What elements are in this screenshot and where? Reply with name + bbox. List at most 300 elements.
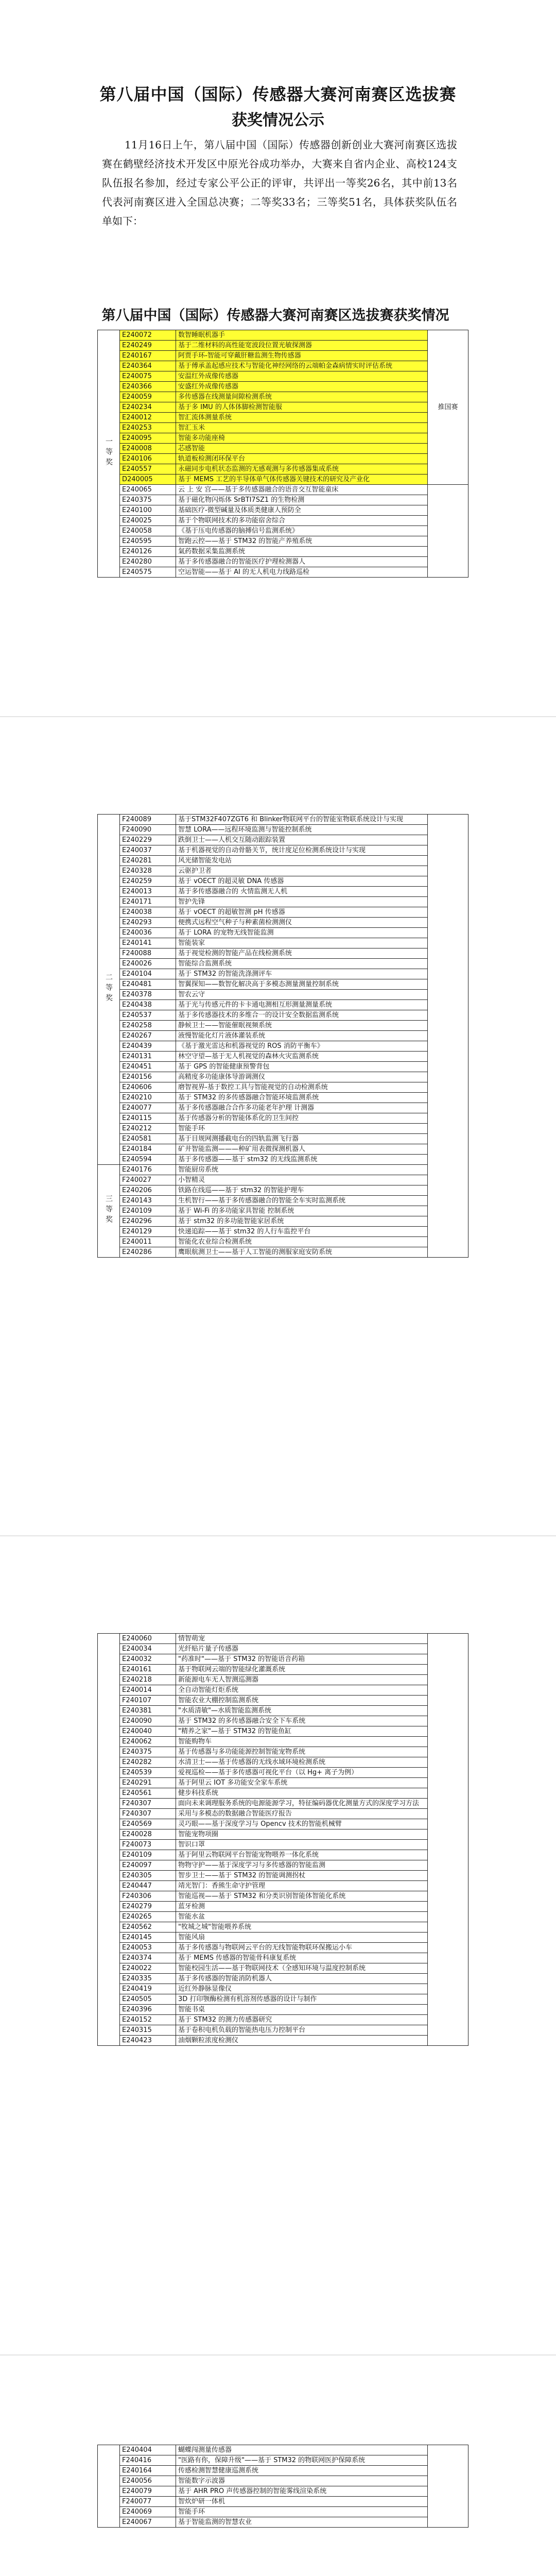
remark-cell xyxy=(428,485,468,578)
team-id: E240109 xyxy=(120,1206,176,1216)
table-row xyxy=(98,1072,468,1082)
table-row xyxy=(98,516,468,526)
project-name: "精养之家"—基于 STM32 的智能鱼缸 xyxy=(176,1726,428,1737)
team-id: E240335 xyxy=(120,1974,176,1984)
table-row xyxy=(98,1840,468,1850)
table-row xyxy=(98,2497,468,2507)
team-id: E240280 xyxy=(120,557,176,567)
table-row xyxy=(98,2036,468,2046)
page-separator xyxy=(0,716,556,717)
project-name: 基于磁化物闪烁体 SrBTI7SZ1 的生物检测 xyxy=(176,495,428,505)
project-name: 基于 MEMS 工艺的半导体单气体传感器关键技术的研究及产业化 xyxy=(176,474,428,485)
remark-cell xyxy=(428,2445,468,2528)
project-name: 智炊炉研一体机 xyxy=(176,2497,428,2507)
team-id: F240088 xyxy=(120,948,176,959)
award-table xyxy=(97,330,468,578)
table-row xyxy=(98,330,468,341)
table-row xyxy=(98,1706,468,1716)
team-id: F240107 xyxy=(120,1696,176,1706)
team-id: E240229 xyxy=(120,835,176,845)
team-id: E240011 xyxy=(120,1237,176,1247)
team-id: E240097 xyxy=(120,1860,176,1871)
team-id: E240557 xyxy=(120,464,176,474)
table-row xyxy=(98,371,468,382)
project-name: 基于多 IMU 的人体体脚检测智能服 xyxy=(176,402,428,413)
table-row xyxy=(98,1113,468,1124)
project-name: 基于 Wi-Fi 的多功能家具智能 控制系统 xyxy=(176,1206,428,1216)
project-name: 智能化农业综合检测系统 xyxy=(176,1237,428,1247)
project-name: 基于 stm32 的多功能智能家居系统 xyxy=(176,1216,428,1227)
document-subtitle: 获奖情况公示 xyxy=(232,111,324,129)
team-id: E240104 xyxy=(120,969,176,979)
team-id: E240279 xyxy=(120,1902,176,1912)
team-id: E240249 xyxy=(120,341,176,351)
team-id: F240077 xyxy=(120,2497,176,2507)
team-id: E240115 xyxy=(120,1113,176,1124)
project-name: 基于 vOECT 的超灵敏 DNA 传感器 xyxy=(176,876,428,887)
table-row xyxy=(98,928,468,938)
team-id: E240034 xyxy=(120,1644,176,1654)
team-id: E240569 xyxy=(120,1819,176,1829)
table-row xyxy=(98,969,468,979)
award-table xyxy=(97,1633,468,2046)
table-row xyxy=(98,1685,468,1696)
project-name: 智能巡视——基于 STM32 和分类识别智能体智能化系统 xyxy=(176,1891,428,1902)
project-name: 基于 STM32 的智能洗涤测评车 xyxy=(176,969,428,979)
table-row xyxy=(98,948,468,959)
table-row xyxy=(98,413,468,423)
table-row xyxy=(98,1912,468,1922)
project-name: 基础医疗-微型碱量及体质类健康人预防全 xyxy=(176,505,428,516)
project-name: 铁路在线巡——基于 stm32 的智能护理车 xyxy=(176,1185,428,1196)
table-row xyxy=(98,815,468,825)
project-name: 空运智能——基于 AI 的无人机电力线路巡检 xyxy=(176,567,428,578)
team-id: F240307 xyxy=(120,1809,176,1819)
table-row xyxy=(98,1000,468,1010)
table-row xyxy=(98,1093,468,1103)
page-separator xyxy=(0,1535,556,1536)
project-name: 基于 STM32 的多传感器融合智能环境监测系统 xyxy=(176,1093,428,1103)
project-name: 智护先锋 xyxy=(176,897,428,907)
team-id: E240171 xyxy=(120,897,176,907)
team-id: E240404 xyxy=(120,2445,176,2455)
award-table xyxy=(97,814,468,1258)
team-id: E240065 xyxy=(120,485,176,495)
table-row xyxy=(98,1809,468,1819)
team-id: E240028 xyxy=(120,1829,176,1840)
team-id: E240267 xyxy=(120,1031,176,1041)
table-row xyxy=(98,1860,468,1871)
project-name: 基于机器视觉的自动骨骼关节，统计度足位检测系统设计与实现 xyxy=(176,845,428,856)
team-id: E240381 xyxy=(120,1706,176,1716)
team-id: E240305 xyxy=(120,1871,176,1881)
team-id: E240212 xyxy=(120,1124,176,1134)
document-title: 第八届中国（国际）传感器大赛河南赛区选拔赛 xyxy=(99,84,457,104)
table-row xyxy=(98,1216,468,1227)
table-row xyxy=(98,1634,468,1644)
table-row xyxy=(98,1031,468,1041)
team-id: E240505 xyxy=(120,1994,176,2005)
table-row xyxy=(98,1185,468,1196)
table-row xyxy=(98,2507,468,2517)
project-name: 基于阿里云 IOT 多功能安全家车系统 xyxy=(176,1778,428,1788)
table-row xyxy=(98,2455,468,2466)
table-row xyxy=(98,2015,468,2025)
project-name: 便携式远程空气种子与种素菌检测测仪 xyxy=(176,918,428,928)
team-id: E240022 xyxy=(120,1963,176,1974)
team-id: E240375 xyxy=(120,1747,176,1757)
table-row xyxy=(98,1196,468,1206)
team-id: E240375 xyxy=(120,495,176,505)
team-id: E240594 xyxy=(120,1155,176,1165)
project-name: 智翼探知——数智化解决高于多模态测量测量控制系统 xyxy=(176,979,428,990)
project-name: 基于传感器与多功能能源控制智能宠物系统 xyxy=(176,1747,428,1757)
team-id: E240059 xyxy=(120,392,176,402)
team-id: E240008 xyxy=(120,444,176,454)
team-id: E240143 xyxy=(120,1196,176,1206)
team-id: E240537 xyxy=(120,1010,176,1021)
project-name: "药准时"——基于 STM32 的智能语音药箱 xyxy=(176,1654,428,1665)
table-row xyxy=(98,2466,468,2476)
project-name: 基于多传感器融合合作多功能老年护理 计测器 xyxy=(176,1103,428,1113)
project-name: "水质清敏"—水质智能监测系统 xyxy=(176,1706,428,1716)
team-id: E240037 xyxy=(120,845,176,856)
table-row xyxy=(98,1206,468,1216)
team-id: E240258 xyxy=(120,1021,176,1031)
table-row xyxy=(98,2486,468,2497)
table-row xyxy=(98,1247,468,1258)
table-row xyxy=(98,454,468,464)
table-row xyxy=(98,1974,468,1984)
table-row xyxy=(98,1850,468,1860)
project-name: 基于 GPS 的智能健康预警背包 xyxy=(176,1062,428,1072)
table-row xyxy=(98,1010,468,1021)
table-row xyxy=(98,1062,468,1072)
team-id: E240315 xyxy=(120,2025,176,2036)
table-row xyxy=(98,1757,468,1768)
project-name: 基于多传感器融合的 火情监测无人机 xyxy=(176,887,428,897)
table-row xyxy=(98,897,468,907)
project-name: 磨智视界-基于数控工具与智能视觉的自动检测系统 xyxy=(176,1082,428,1093)
project-name: 基于多传感器技术的多维合一的设计安全数据监测系统 xyxy=(176,1010,428,1021)
table-row xyxy=(98,1124,468,1134)
project-name: 云 上 安 宫——基于多传感器融合的语音交互智能童床 xyxy=(176,485,428,495)
table-row xyxy=(98,1891,468,1902)
project-name: 智能装家 xyxy=(176,938,428,948)
team-id: D240005 xyxy=(120,474,176,485)
project-name: 基于光与传感元件的卡卡通电测相互形测量测量系统 xyxy=(176,1000,428,1010)
team-id: E240060 xyxy=(120,1634,176,1644)
table-row xyxy=(98,1082,468,1093)
table-row xyxy=(98,1644,468,1654)
project-name: 云驱护卫者 xyxy=(176,866,428,876)
project-name: 林空守望—基于无人机视觉的森林火灾监测系统 xyxy=(176,1052,428,1062)
project-name: 爱视巡检——基于多传感器可视化平台（以 Hg+ 离子为例） xyxy=(176,1768,428,1778)
table-row xyxy=(98,1165,468,1175)
project-name: 基于傅承盖起感应技术与智能化神经网络的云端帕金森病情实时评估系统 xyxy=(176,361,428,371)
team-id: E240012 xyxy=(120,413,176,423)
project-name: "牧城之城"智能喂养系统 xyxy=(176,1922,428,1933)
team-id: E240374 xyxy=(120,1953,176,1963)
team-id: E240595 xyxy=(120,536,176,547)
project-name: 矿井智能监测———种矿用表微探测机器人 xyxy=(176,1144,428,1155)
table-row xyxy=(98,1237,468,1247)
table-row xyxy=(98,1747,468,1757)
table-row xyxy=(98,2517,468,2528)
table-row xyxy=(98,1654,468,1665)
project-name: 水清卫士——基于传感器的无线水域环境检测系统 xyxy=(176,1757,428,1768)
team-id: E240095 xyxy=(120,433,176,444)
team-id: E240364 xyxy=(120,361,176,371)
table-row xyxy=(98,1227,468,1237)
project-name: 基于物联网云端的智能绿化灌溉系统 xyxy=(176,1665,428,1675)
team-id: E240539 xyxy=(120,1768,176,1778)
table-row xyxy=(98,2005,468,2015)
team-id: E240282 xyxy=(120,1757,176,1768)
project-name: 基于二维材料的高性能宽波段位置光敏探测器 xyxy=(176,341,428,351)
project-name: 基于 STM32 的测力传感器研究 xyxy=(176,2015,428,2025)
project-name: 基于多传感器融合的智能医疗护理检测器人 xyxy=(176,557,428,567)
project-name: 基于个物联网技术的多功能宿舍综合 xyxy=(176,516,428,526)
table-row xyxy=(98,464,468,474)
project-name: 采用与多模态的数据融合智能医疗报告 xyxy=(176,1809,428,1819)
table-row xyxy=(98,402,468,413)
table-row xyxy=(98,938,468,948)
project-name: 3D 打印颚酶检测有机溶剂传感器的设计与制作 xyxy=(176,1994,428,2005)
table-row xyxy=(98,1675,468,1685)
team-id: E240053 xyxy=(120,1943,176,1953)
team-id: E240131 xyxy=(120,1052,176,1062)
project-name: 智农云守 xyxy=(176,990,428,1000)
team-id: E240328 xyxy=(120,866,176,876)
project-name: 健步科技系统 xyxy=(176,1788,428,1799)
project-name: 智能书桌 xyxy=(176,2005,428,2015)
team-id: E240067 xyxy=(120,2517,176,2528)
project-name: 靖光智门：香熊生命守护管理 xyxy=(176,1881,428,1891)
team-id: E240176 xyxy=(120,1165,176,1175)
project-name: 油烟颗粒浓度检测仪 xyxy=(176,2036,428,2046)
table-row xyxy=(98,1902,468,1912)
table-row xyxy=(98,485,468,495)
table-row xyxy=(98,845,468,856)
table-row xyxy=(98,1737,468,1747)
project-name: 智跑云控——基于 STM32 的智能产养殖系统 xyxy=(176,536,428,547)
team-id: E240090 xyxy=(120,1716,176,1726)
project-name: 小智精灵 xyxy=(176,1175,428,1185)
project-name: 基于卷积电机负载的智能热电压力控制平台 xyxy=(176,2025,428,2036)
table-row xyxy=(98,835,468,845)
table-row xyxy=(98,474,468,485)
team-id: E240206 xyxy=(120,1185,176,1196)
project-name: 鹰眼航测卫士——基于人工智能的测服家庭安防系统 xyxy=(176,1247,428,1258)
team-id: F240027 xyxy=(120,1175,176,1185)
project-name: "医路有你，保障升级"——基于 STM32 的物联网医护保障系统 xyxy=(176,2455,428,2466)
team-id: E240378 xyxy=(120,990,176,1000)
table-row xyxy=(98,1144,468,1155)
project-name: 基于目规网测播截电台的四轨监测飞行器 xyxy=(176,1134,428,1144)
project-name: 基于 MEMS 传感器的智能骨科康复系统 xyxy=(176,1953,428,1963)
project-name: 智能数字示波器 xyxy=(176,2476,428,2486)
project-name: 新能源电车无人智测巡测器 xyxy=(176,1675,428,1685)
table-row xyxy=(98,866,468,876)
project-name: 智汇玉米 xyxy=(176,423,428,433)
team-id: E240234 xyxy=(120,402,176,413)
project-name: 智能农业大棚控制监测系统 xyxy=(176,1696,428,1706)
table-row xyxy=(98,382,468,392)
project-name: 基于多传感器的智能消防机器人 xyxy=(176,1974,428,1984)
table-row xyxy=(98,433,468,444)
table-row xyxy=(98,526,468,536)
team-id: E240164 xyxy=(120,2466,176,2476)
project-name: 基于多传感器——基于 stm32 的无线监测系统 xyxy=(176,1155,428,1165)
team-id: E240439 xyxy=(120,1041,176,1052)
table-row xyxy=(98,505,468,516)
table-row xyxy=(98,1175,468,1185)
table-row xyxy=(98,444,468,454)
table-row xyxy=(98,1696,468,1706)
table-row xyxy=(98,1052,468,1062)
team-id: E240062 xyxy=(120,1737,176,1747)
table-row xyxy=(98,1871,468,1881)
table-row xyxy=(98,1021,468,1031)
project-name: 数智睡眠机器手 xyxy=(176,330,428,341)
table-row xyxy=(98,1155,468,1165)
project-name: 多传感器在线测量间隙检测系统 xyxy=(176,392,428,402)
table-row xyxy=(98,1984,468,1994)
team-id: E240396 xyxy=(120,2005,176,2015)
table-row xyxy=(98,536,468,547)
remark-cell xyxy=(428,330,468,485)
table-row xyxy=(98,423,468,433)
table-row xyxy=(98,351,468,361)
team-id: E240126 xyxy=(120,547,176,557)
project-name: 基于 AHR PRO 声传感器控制的智能雾线渲染系统 xyxy=(176,2486,428,2497)
team-id: E240562 xyxy=(120,1922,176,1933)
team-id: E240253 xyxy=(120,423,176,433)
project-name: 光纤贴片量子传感器 xyxy=(176,1644,428,1654)
page-separator xyxy=(0,2354,556,2355)
team-id: E240156 xyxy=(120,1072,176,1082)
project-name: 智能手环 xyxy=(176,1124,428,1134)
team-id: E240032 xyxy=(120,1654,176,1665)
project-name: 永磁同步电机状态监测的无感观测与多传感器集成系统 xyxy=(176,464,428,474)
table-row xyxy=(98,1881,468,1891)
team-id: E240575 xyxy=(120,567,176,578)
project-name: 传感检测智慧健康巡测系统 xyxy=(176,2466,428,2476)
award-group-cell xyxy=(98,1634,120,2046)
remark-cell xyxy=(428,815,468,1258)
intro-text: 11月16日上午，第八届中国（国际）传感器创新创业大赛河南赛区选拔赛在鹤壁经济技术开发区中原光谷成功举办，大赛来自省内企业、高校124支队伍报名参加，经过专家公平公正的评审，共评出一等奖26名，其中前13名代表河南赛区进入全国总决赛；二等奖33名；三等奖51名，具体获奖队伍名单如下： xyxy=(102,139,457,227)
team-id: F240306 xyxy=(120,1891,176,1902)
team-id: E240167 xyxy=(120,351,176,361)
team-id: F240073 xyxy=(120,1840,176,1850)
team-id: F240416 xyxy=(120,2455,176,2466)
project-name: 氣药数据采集监测系统 xyxy=(176,547,428,557)
team-id: E240100 xyxy=(120,505,176,516)
project-name: 基于多传感器与物联网云平台的无线智能物联环保搬运小车 xyxy=(176,1943,428,1953)
team-id: E240447 xyxy=(120,1881,176,1891)
table-row xyxy=(98,1819,468,1829)
table-row xyxy=(98,887,468,897)
team-id: E240106 xyxy=(120,454,176,464)
team-id: F240307 xyxy=(120,1799,176,1809)
project-name: 阿贾手环-智能可穿戴肝糖监测生物传感器 xyxy=(176,351,428,361)
project-name: 全自动智能灯炬系统 xyxy=(176,1685,428,1696)
table-row xyxy=(98,567,468,578)
team-id: E240077 xyxy=(120,1103,176,1113)
table-row xyxy=(98,1943,468,1953)
table-row xyxy=(98,547,468,557)
table-row xyxy=(98,1953,468,1963)
table-row xyxy=(98,1726,468,1737)
table-row xyxy=(98,1799,468,1809)
project-name: 基于传感器分析的智能体系化的卫生间控 xyxy=(176,1113,428,1124)
team-id: E240013 xyxy=(120,887,176,897)
team-id: E240129 xyxy=(120,1227,176,1237)
project-name: 安温红外成像传感器 xyxy=(176,371,428,382)
project-name: 蝴蝶闯测量传感器 xyxy=(176,2445,428,2455)
project-name: 基于 STM32 的多传感器融合安全下车系统 xyxy=(176,1716,428,1726)
project-name: 基于STM32F407ZGT6 和 Blinker物联网平台的智能室物联系统设计与实现 xyxy=(176,815,428,825)
table-row xyxy=(98,1041,468,1052)
table-row xyxy=(98,990,468,1000)
team-id: E240058 xyxy=(120,526,176,536)
project-name: 快递追踪——基于 stm32 的人行车监控平台 xyxy=(176,1227,428,1237)
table-row xyxy=(98,2025,468,2036)
project-name: 基于阿里云物联网平台智能宠物喂养一体化系统 xyxy=(176,1850,428,1860)
team-id: E240184 xyxy=(120,1144,176,1155)
project-name: 高精度多功能康体导游调测仪 xyxy=(176,1072,428,1082)
table-row xyxy=(98,1103,468,1113)
team-id: E240040 xyxy=(120,1726,176,1737)
table-row xyxy=(98,557,468,567)
team-id: E240291 xyxy=(120,1778,176,1788)
project-name: 液慢智能化灯片液体灌装系统 xyxy=(176,1031,428,1041)
table-row xyxy=(98,1994,468,2005)
project-name: 智能手环 xyxy=(176,2507,428,2517)
team-id: E240581 xyxy=(120,1134,176,1144)
award-group-label: 一等奖 xyxy=(105,437,113,468)
table-row xyxy=(98,907,468,918)
team-id: E240481 xyxy=(120,979,176,990)
project-name: 面向未来调理服务系统的电源能源学习，特征编码器优化测量方式的深度学习方法 xyxy=(176,1799,428,1809)
table-row xyxy=(98,1922,468,1933)
project-name: 灵巧眼——基于深度学习与 Opencv 技术的智能机械臂 xyxy=(176,1819,428,1829)
project-name: 基于 LORA 的宠物无线智能监测 xyxy=(176,928,428,938)
table-row xyxy=(98,1933,468,1943)
table-row xyxy=(98,495,468,505)
team-id: E240072 xyxy=(120,330,176,341)
remark-cell xyxy=(428,1634,468,2046)
table-row xyxy=(98,361,468,371)
project-name: 《基于压电传感器的脑搏信号监测系统》 xyxy=(176,526,428,536)
table-row xyxy=(98,1134,468,1144)
project-name: 基于智能监测的智慧农业 xyxy=(176,2517,428,2528)
team-id: E240026 xyxy=(120,959,176,969)
project-name: 安盛红外成像传感器 xyxy=(176,382,428,392)
team-id: E240293 xyxy=(120,918,176,928)
team-id: E240366 xyxy=(120,382,176,392)
project-name: 智能宠物项圈 xyxy=(176,1829,428,1840)
team-id: E240259 xyxy=(120,876,176,887)
team-id: E240079 xyxy=(120,2486,176,2497)
project-name: 智能多功能座椅 xyxy=(176,433,428,444)
team-id: E240145 xyxy=(120,1933,176,1943)
team-id: E240419 xyxy=(120,1984,176,1994)
project-name: 芯感智能 xyxy=(176,444,428,454)
team-id: E240109 xyxy=(120,1850,176,1860)
remark-recommend-national: 推国赛 xyxy=(438,403,458,411)
